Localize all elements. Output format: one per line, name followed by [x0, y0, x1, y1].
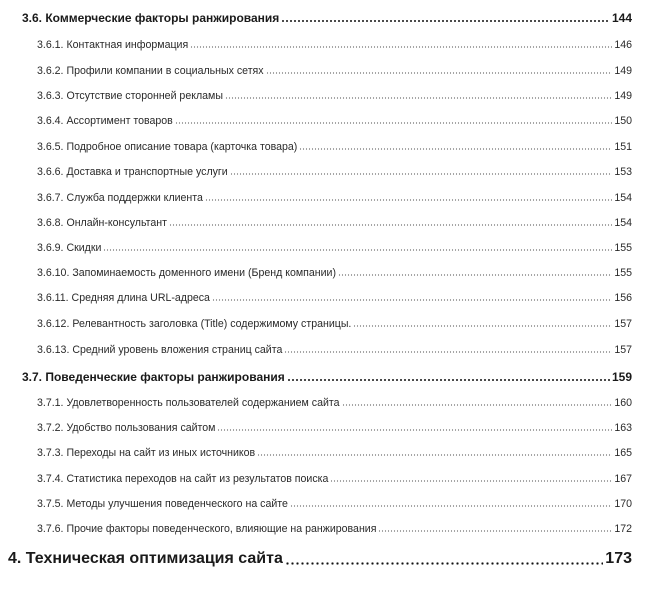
- toc-entry[interactable]: [37, 523, 632, 535]
- toc-entry-title: 3.7.6. Прочие факторы поведенческого, влияющие на ранжирования: [37, 523, 377, 535]
- toc-entry[interactable]: [37, 473, 632, 485]
- toc-entry-title: 3.7.2. Удобство пользования сайтом: [37, 422, 216, 434]
- toc-entry-page: 170: [614, 498, 632, 510]
- dot-leader: [190, 46, 612, 48]
- dot-leader: [378, 530, 612, 532]
- toc-entry-title: 3.6.4. Ассортимент товаров: [37, 115, 173, 127]
- toc-entry-page: 160: [614, 397, 632, 409]
- dot-leader: [338, 274, 612, 276]
- toc-entry-page: 149: [614, 65, 632, 77]
- toc-entry[interactable]: [37, 217, 632, 229]
- toc-entry-page: 159: [611, 370, 632, 384]
- toc-entry-title: 3.6.5. Подробное описание товара (карточка товара): [37, 141, 298, 153]
- toc-entry[interactable]: [37, 65, 632, 77]
- toc-entry-page: 151: [614, 141, 632, 153]
- toc-entry-page: 144: [611, 11, 632, 25]
- toc-entry-page: 157: [614, 318, 632, 330]
- toc-entry-title: 3.7.5. Методы улучшения поведенческого на сайте: [37, 498, 288, 510]
- toc-entry-title: 3.6.7. Служба поддержки клиента: [37, 192, 203, 204]
- toc-entry[interactable]: [37, 447, 632, 459]
- toc-entry-page: 155: [614, 267, 632, 279]
- toc-entry-page: 154: [614, 192, 632, 204]
- toc-entry-page: 156: [614, 292, 632, 304]
- toc-entry-title: 3.7.4. Статистика переходов на сайт из результатов поиска: [37, 473, 329, 485]
- dot-leader: [257, 454, 612, 456]
- dot-leader: [299, 148, 612, 150]
- dot-leader: [212, 299, 612, 301]
- toc-entry-section[interactable]: [22, 370, 632, 384]
- toc-entry[interactable]: [37, 115, 632, 127]
- toc-entry-title: 3.6.6. Доставка и транспортные услуги: [37, 166, 228, 178]
- toc-entry-title: 3.6.12. Релевантность заголовка (Title) содержимому страницы.: [37, 318, 352, 330]
- toc-entry-chapter[interactable]: [8, 550, 632, 568]
- toc-entry[interactable]: [37, 344, 632, 356]
- dot-leader: [175, 122, 613, 124]
- toc-entry[interactable]: [37, 39, 632, 51]
- toc-entry-title: 3.6.1. Контактная информация: [37, 39, 189, 51]
- toc-entry-page: 163: [614, 422, 632, 434]
- toc-entry[interactable]: [37, 422, 632, 434]
- dot-leader: [285, 562, 603, 565]
- dot-leader: [103, 249, 612, 251]
- toc-entry-page: 154: [614, 217, 632, 229]
- toc-entry-page: 157: [614, 344, 632, 356]
- toc-entry[interactable]: [37, 192, 632, 204]
- toc-entry[interactable]: [37, 242, 632, 254]
- toc-entry[interactable]: [37, 166, 632, 178]
- toc-entry[interactable]: [37, 397, 632, 409]
- dot-leader: [290, 505, 612, 507]
- dot-leader: [217, 429, 612, 431]
- dot-leader: [230, 173, 613, 175]
- toc-entry-title: 3.7. Поведенческие факторы ранжирования: [22, 370, 285, 384]
- toc-entry-page: 155: [614, 242, 632, 254]
- dot-leader: [281, 20, 610, 22]
- dot-leader: [284, 351, 612, 353]
- toc-entry-title: 3.6.8. Онлайн-консультант: [37, 217, 167, 229]
- dot-leader: [353, 325, 612, 327]
- toc-entry-page: 165: [614, 447, 632, 459]
- toc-entry-title: 3.7.1. Удовлетворенность пользователей содержанием сайта: [37, 397, 340, 409]
- toc-entry-page: 173: [605, 550, 632, 567]
- dot-leader: [266, 72, 613, 74]
- toc-entry-page: 153: [614, 166, 632, 178]
- toc-entry-section[interactable]: [22, 11, 632, 25]
- toc-entry-title: 3.6. Коммерческие факторы ранжирования: [22, 11, 280, 25]
- dot-leader: [287, 379, 610, 381]
- toc-entry[interactable]: [37, 318, 632, 330]
- toc-entry[interactable]: [37, 141, 632, 153]
- toc-entry[interactable]: [37, 292, 632, 304]
- dot-leader: [205, 199, 612, 201]
- dot-leader: [169, 224, 612, 226]
- toc-entry[interactable]: [37, 90, 632, 102]
- toc-entry-page: 150: [614, 115, 632, 127]
- toc-entry-title: 3.6.13. Средний уровень вложения страниц сайта: [37, 344, 283, 356]
- toc-entry-title: 3.6.3. Отсутствие сторонней рекламы: [37, 90, 223, 102]
- dot-leader: [330, 480, 612, 482]
- toc-entry-title: 3.6.11. Средняя длина URL-адреса: [37, 292, 210, 304]
- dot-leader: [342, 404, 613, 406]
- toc-entry-title: 4. Техническая оптимизация сайта: [8, 550, 283, 567]
- toc-entry-title: 3.6.10. Запоминаемость доменного имени (Бренд компании): [37, 267, 336, 279]
- toc-entry-title: 3.6.9. Скидки: [37, 242, 102, 254]
- dot-leader: [225, 97, 612, 99]
- toc-entry-page: 172: [614, 523, 632, 535]
- toc-entry[interactable]: [37, 498, 632, 510]
- toc-entry-page: 167: [614, 473, 632, 485]
- toc-entry-title: 3.7.3. Переходы на сайт из иных источников: [37, 447, 256, 459]
- toc-entry-page: 149: [614, 90, 632, 102]
- toc-entry-title: 3.6.2. Профили компании в социальных сетях: [37, 65, 264, 77]
- toc-entry-page: 146: [614, 39, 632, 51]
- toc-entry[interactable]: [37, 267, 632, 279]
